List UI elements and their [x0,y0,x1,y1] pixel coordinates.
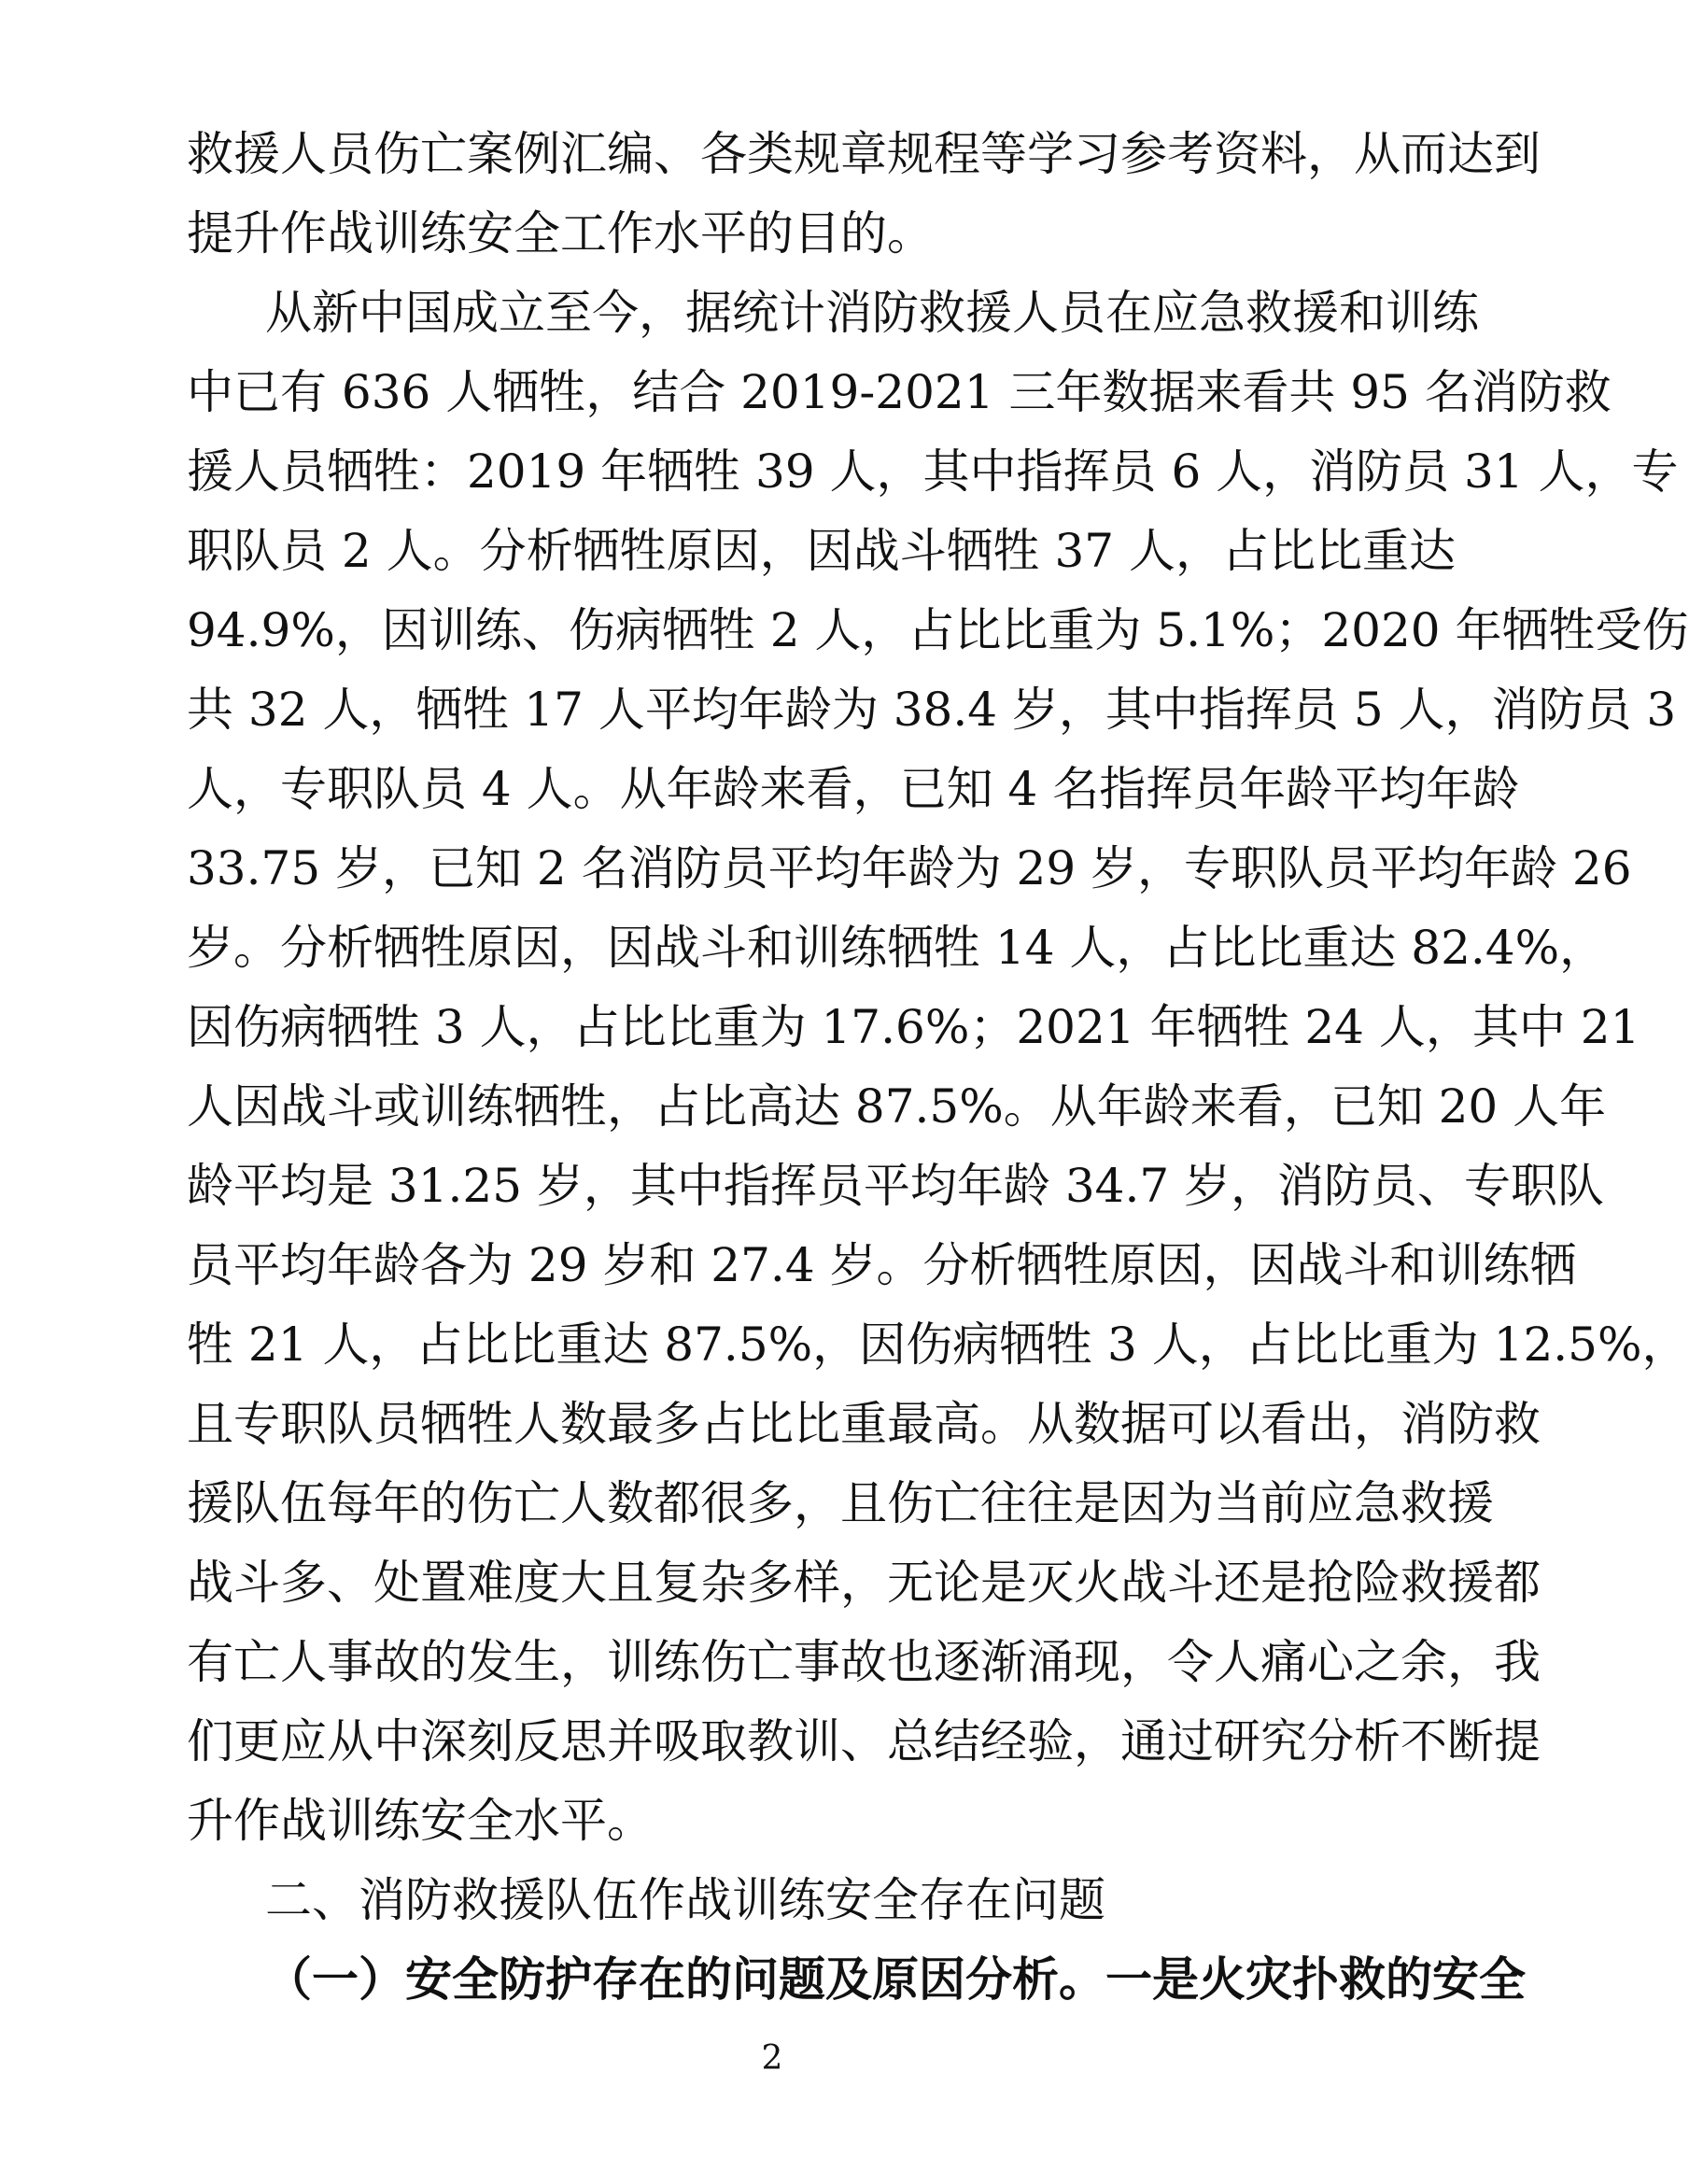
paragraph-2-line-10: 因伤病牺牲 3 人，占比比重为 17.6%；2021 年牺牲 24 人，其中 21 [187,1000,1640,1054]
paragraph-2-line-2: 中已有 636 人牺牲，结合 2019-2021 三年数据来看共 95 名消防救 [187,365,1612,419]
section-heading: 二、消防救援队伍作战训练安全存在问题 [265,1873,1105,1927]
paragraph-2-line-9: 岁。分析牺牲原因，因战斗和训练牺牲 14 人，占比比重达 82.4%， [187,921,1607,975]
page-number: 2 [761,2039,783,2078]
paragraph-2-line-1: 从新中国成立至今，据统计消防救援人员在应急救援和训练 [265,286,1479,340]
paragraph-2-line-14: 牲 21 人，占比比重达 87.5%，因伤病牺牲 3 人，占比比重为 12.5%， [187,1317,1689,1372]
paragraph-2-line-17: 战斗多、处置难度大且复杂多样，无论是灭火战斗还是抢险救援都 [187,1556,1541,1610]
paragraph-2-line-15: 且专职队员牺牲人数最多占比比重最高。从数据可以看出，消防救 [187,1397,1541,1451]
paragraph-2-line-3: 援人员牺牲：2019 年牺牲 39 人，其中指挥员 6 人，消防员 31 人，专 [187,444,1679,499]
paragraph-2-line-13: 员平均年龄各为 29 岁和 27.4 岁。分析牺牲原因，因战斗和训练牺 [187,1238,1577,1292]
paragraph-2-line-4: 职队员 2 人。分析牺牲原因，因战斗牺牲 37 人，占比比重达 [187,524,1457,578]
paragraph-2-line-19: 们更应从中深刻反思并吸取教训、总结经验，通过研究分析不断提 [187,1714,1541,1768]
paragraph-2-line-18: 有亡人事故的发生，训练伤亡事故也逐渐涌现，令人痛心之余，我 [187,1635,1541,1689]
paragraph-2-line-8: 33.75 岁，已知 2 名消防员平均年龄为 29 岁，专职队员平均年龄 26 [187,841,1632,895]
paragraph-2-line-5: 94.9%，因训练、伤病牺牲 2 人，占比比重为 5.1%；2020 年牺牲受伤 [187,603,1689,657]
paragraph-2-line-7: 人，专职队员 4 人。从年龄来看，已知 4 名指挥员年龄平均年龄 [187,762,1520,816]
subsection-heading: （一）安全防护存在的问题及原因分析。一是火灾扑救的安全 [265,1952,1526,2007]
paragraph-2-line-6: 共 32 人，牺牲 17 人平均年龄为 38.4 岁，其中指挥员 5 人，消防员 3 [187,683,1677,737]
paragraph-2-line-12: 龄平均是 31.25 岁，其中指挥员平均年龄 34.7 岁，消防员、专职队 [187,1159,1605,1213]
paragraph-2-line-20: 升作战训练安全水平。 [187,1794,654,1848]
paragraph-2-line-16: 援队伍每年的伤亡人数都很多，且伤亡往往是因为当前应急救援 [187,1476,1494,1530]
paragraph-1-line-2: 提升作战训练安全工作水平的目的。 [187,206,934,261]
paragraph-1-line-1: 救援人员伤亡案例汇编、各类规章规程等学习参考资料，从而达到 [187,127,1541,181]
paragraph-2-line-11: 人因战斗或训练牺牲，占比高达 87.5%。从年龄来看，已知 20 人年 [187,1079,1607,1134]
